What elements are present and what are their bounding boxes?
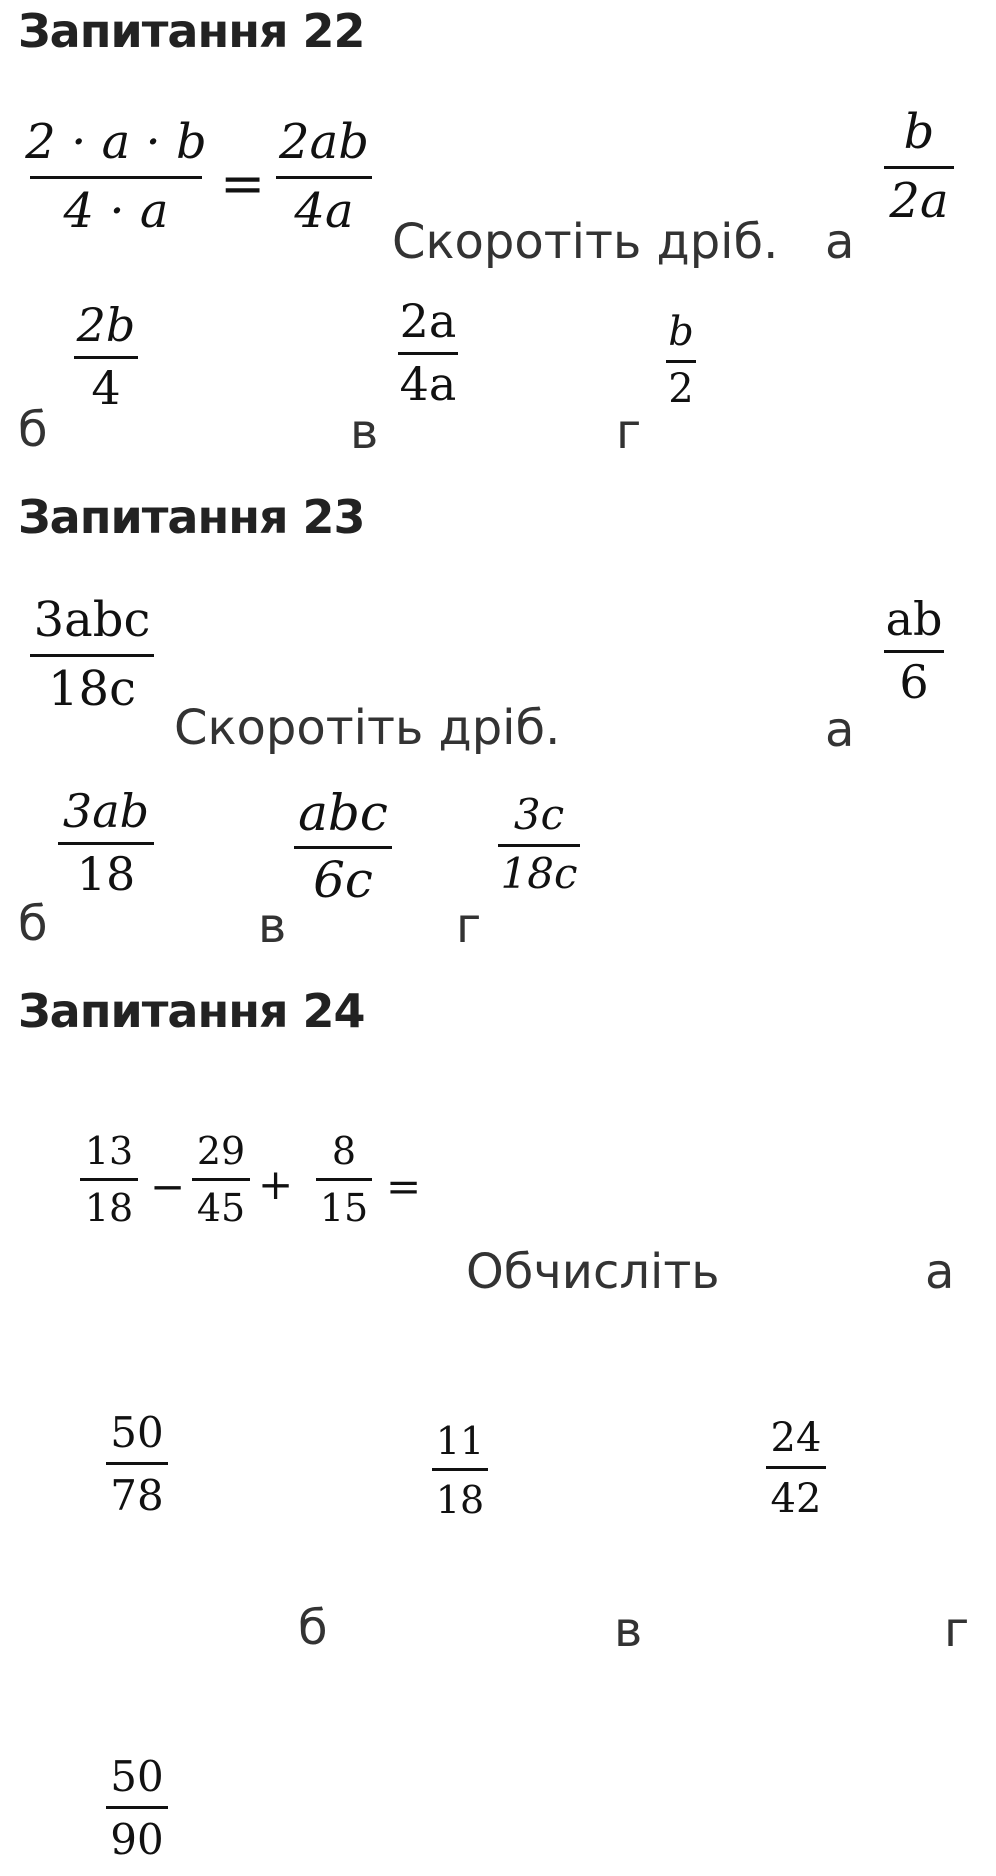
fraction-numerator: 2 · a · b <box>25 114 207 170</box>
q24-option-a-letter[interactable]: а <box>925 1244 955 1300</box>
q23-option-g-fraction[interactable] <box>498 790 580 898</box>
fraction-bar <box>766 1466 826 1469</box>
fraction-numerator: 29 <box>196 1129 246 1173</box>
q24-expression-fraction-2 <box>192 1129 250 1230</box>
fraction-bar <box>666 360 696 363</box>
fraction-numerator: 2ab <box>279 114 369 170</box>
q22-option-b-fraction[interactable] <box>74 298 138 415</box>
fraction-bar <box>294 846 392 849</box>
fraction-bar <box>106 1806 168 1809</box>
q24-expression-fraction-3 <box>316 1129 372 1230</box>
q24-fraction-50-78[interactable] <box>106 1408 168 1520</box>
fraction-bar <box>74 356 138 359</box>
q23-option-a-fraction[interactable] <box>884 592 944 709</box>
fraction-numerator: b <box>903 104 935 160</box>
q23-expression-fraction <box>30 592 154 717</box>
q24-prompt: Обчисліть <box>466 1244 720 1300</box>
fraction-bar <box>192 1178 250 1181</box>
fraction-bar <box>106 1462 168 1465</box>
fraction-bar <box>30 176 202 179</box>
fraction-bar <box>498 844 580 847</box>
q22-option-g-fraction[interactable] <box>666 309 696 412</box>
q22-option-g-letter[interactable]: г <box>616 404 642 460</box>
fraction-bar <box>80 1178 138 1181</box>
question-24-heading: Запитання 24 <box>18 984 365 1038</box>
q22-option-a-fraction[interactable] <box>884 104 954 229</box>
fraction-numerator: 50 <box>110 1752 164 1801</box>
q22-prompt: Скоротіть дріб. <box>392 214 779 270</box>
fraction-denominator: 4a <box>399 357 457 411</box>
fraction-bar <box>276 176 372 179</box>
q24-plus-sign: + <box>258 1160 294 1209</box>
q24-option-g-letter[interactable]: г <box>944 1602 970 1658</box>
q24-minus-sign: − <box>150 1162 186 1211</box>
fraction-denominator: 4a <box>294 183 354 239</box>
q23-prompt: Скоротіть дріб. <box>174 700 561 756</box>
fraction-numerator: 2b <box>76 298 136 352</box>
fraction-bar <box>58 842 154 845</box>
q24-fraction-24-42[interactable] <box>766 1415 826 1522</box>
fraction-numerator: 50 <box>110 1408 164 1457</box>
fraction-denominator: 18 <box>84 1186 134 1230</box>
question-22-heading: Запитання 22 <box>18 4 365 58</box>
fraction-numerator: b <box>668 309 694 355</box>
fraction-numerator: 8 <box>331 1129 357 1173</box>
fraction-bar <box>30 654 154 657</box>
q24-expression-fraction-1 <box>80 1129 138 1230</box>
fraction-denominator: 42 <box>770 1476 822 1522</box>
q24-equals-sign: = <box>386 1162 422 1211</box>
fraction-bar <box>398 352 458 355</box>
fraction-numerator: 3abc <box>33 592 151 648</box>
fraction-denominator: 18c <box>500 849 578 898</box>
q24-option-b-letter[interactable]: б <box>298 1600 328 1656</box>
fraction-denominator: 18 <box>435 1478 485 1522</box>
fraction-denominator: 4 <box>91 361 121 415</box>
q23-option-b-fraction[interactable] <box>58 784 154 901</box>
fraction-denominator: 6c <box>313 851 373 909</box>
q22-option-b-letter[interactable]: б <box>18 402 48 458</box>
fraction-numerator: 13 <box>84 1129 134 1173</box>
fraction-denominator: 2a <box>889 173 949 229</box>
fraction-denominator: 18 <box>76 847 136 901</box>
q23-option-v-letter[interactable]: в <box>258 898 287 954</box>
fraction-numerator: abc <box>298 784 388 842</box>
q23-option-g-letter[interactable]: г <box>456 898 482 954</box>
q24-fraction-50-90[interactable] <box>106 1752 168 1864</box>
fraction-denominator: 90 <box>110 1815 164 1864</box>
fraction-denominator: 15 <box>319 1186 369 1230</box>
q22-option-v-letter[interactable]: в <box>350 404 379 460</box>
q22-option-v-fraction[interactable] <box>398 294 458 411</box>
q24-option-v-letter[interactable]: в <box>614 1602 643 1658</box>
fraction-denominator: 4 · a <box>63 183 169 239</box>
q23-option-b-letter[interactable]: б <box>18 896 48 952</box>
fraction-numerator: 3ab <box>62 784 150 838</box>
fraction-denominator: 2 <box>668 366 694 412</box>
q22-expression-fraction-1 <box>25 114 207 239</box>
fraction-numerator: 24 <box>770 1415 822 1461</box>
fraction-bar <box>884 650 944 653</box>
fraction-denominator: 6 <box>899 655 929 709</box>
q23-option-v-fraction[interactable] <box>294 784 392 909</box>
fraction-denominator: 45 <box>196 1186 246 1230</box>
fraction-numerator: 11 <box>435 1419 485 1463</box>
fraction-denominator: 18c <box>48 661 136 717</box>
q23-option-a-letter[interactable]: а <box>825 702 855 758</box>
fraction-numerator: 3c <box>513 790 565 839</box>
fraction-numerator: 2a <box>399 294 457 348</box>
q22-equals-sign: = <box>220 152 266 215</box>
q22-expression-fraction-2 <box>276 114 372 239</box>
fraction-bar <box>316 1178 372 1181</box>
fraction-bar <box>884 166 954 169</box>
fraction-bar <box>432 1468 488 1471</box>
fraction-numerator: ab <box>885 592 943 646</box>
q22-option-a-letter[interactable]: а <box>825 214 855 270</box>
q24-fraction-11-18[interactable] <box>432 1419 488 1522</box>
fraction-denominator: 78 <box>110 1471 164 1520</box>
question-23-heading: Запитання 23 <box>18 490 365 544</box>
